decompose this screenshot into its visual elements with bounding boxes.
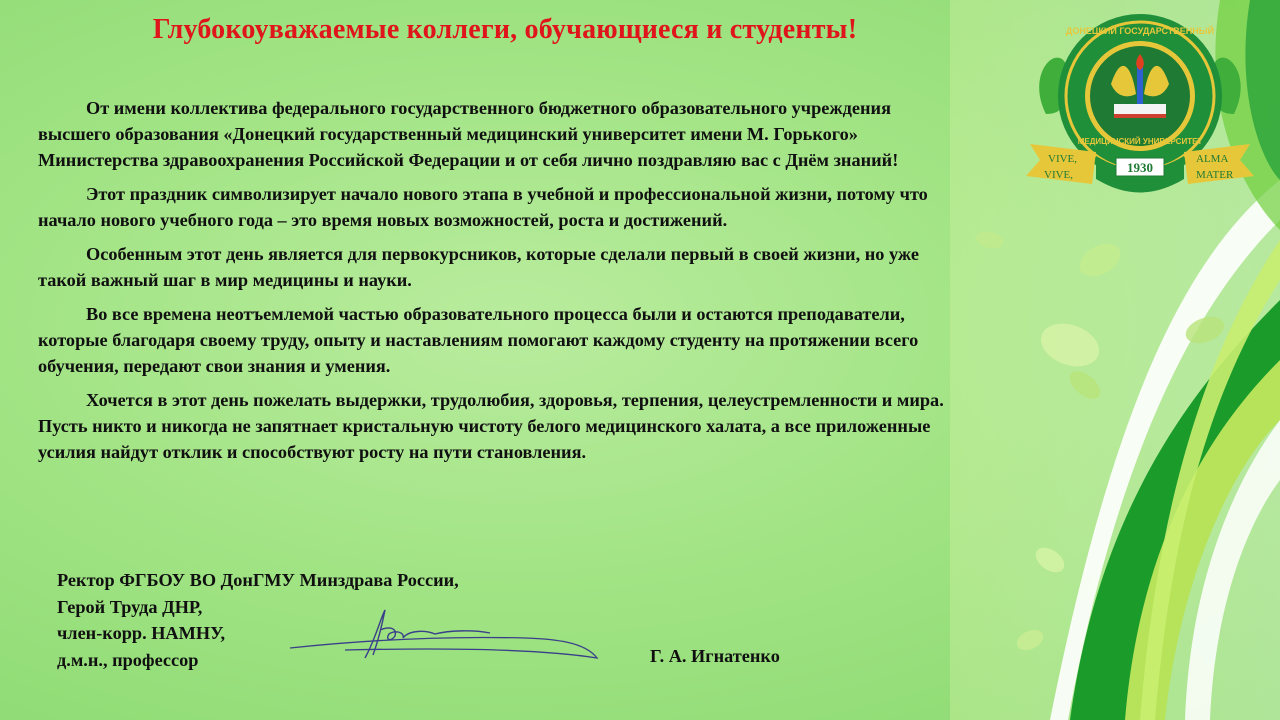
greeting-title: Глубокоуважаемые коллеги, обучающиеся и студенты! <box>152 14 858 45</box>
emblem-ring-bottom: МЕДИЦИНСКИЙ УНИВЕРСИТЕТ <box>1077 137 1203 146</box>
signature-line-2: Герой Труда ДНР, <box>57 596 203 617</box>
emblem-ribbon-right-2: MATER <box>1196 169 1234 181</box>
signature-line-3: член-корр. НАМНУ, <box>57 623 226 643</box>
emblem-ring-top: ДОНЕЦКИЙ ГОСУДАРСТВЕННЫЙ <box>1065 26 1215 36</box>
signature-line-4: д.м.н., профессор <box>57 649 199 670</box>
paragraph-3: Особенным этот день является для первокурсников, которые сделали первый в своей жизни, но уже такой важный шаг в мир медицины и науки. <box>38 244 919 290</box>
rector-name: Г. А. Игнатенко <box>650 646 780 666</box>
handwritten-signature <box>285 600 605 670</box>
letter-body <box>38 95 963 473</box>
emblem-ribbon-right-1: ALMA <box>1196 153 1229 165</box>
university-emblem <box>1026 4 1254 204</box>
paragraph-1: От имени коллектива федерального государственного бюджетного образовательного учреждения высшего образования «Донецкий государственный медицинский университет имени М. Горького» Министерства здравоохранения Российской Федерации и от себя лично поздравляю вас с Днём знаний! <box>38 98 899 170</box>
emblem-year: 1930 <box>1127 160 1153 175</box>
emblem-ribbon-left-1: VIVE, <box>1048 153 1078 165</box>
emblem-ribbon-left-2: VIVE, <box>1044 169 1074 181</box>
paragraph-5: Хочется в этот день пожелать выдержки, трудолюбия, здоровья, терпения, целеустремленности и мира. Пусть никто и никогда не запятнает кристальную чистоту белого медицинского халата, а все приложенные усилия найдут отклик и способствуют росту на пути становления. <box>38 390 944 462</box>
paragraph-4: Во все времена неотъемлемой частью образовательного процесса были и остаются преподаватели, которые благодаря своему труду, опыту и наставлениям помогают каждому студенту на протяжении всего обучения, передают свои знания и умения. <box>38 304 919 376</box>
signature-line-1: Ректор ФГБОУ ВО ДонГМУ Минздрава России, <box>57 570 459 590</box>
paragraph-2: Этот праздник символизирует начало нового этапа в учебной и профессиональной жизни, потому что начало нового учебного года – это время новых возможностей, роста и достижений. <box>38 184 928 230</box>
